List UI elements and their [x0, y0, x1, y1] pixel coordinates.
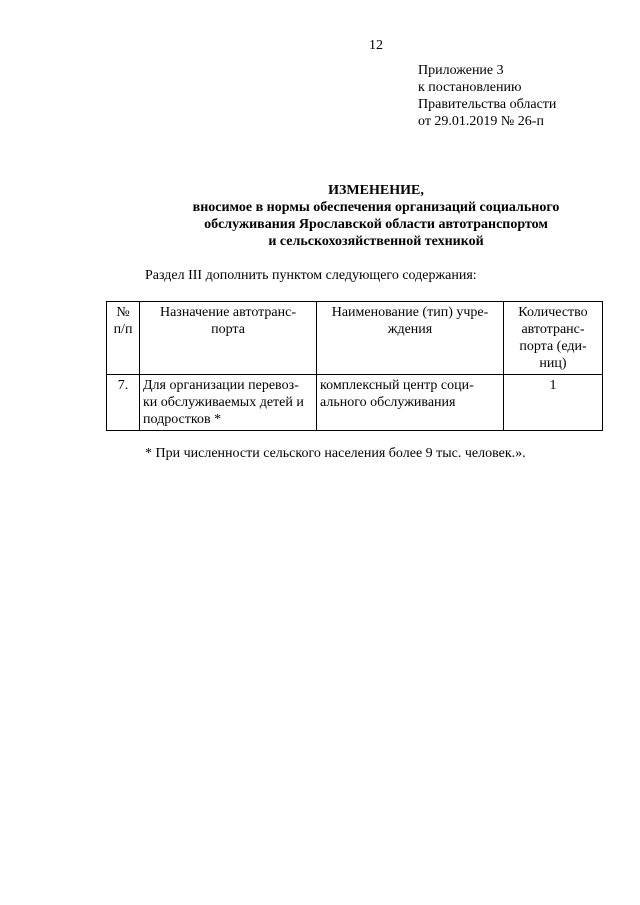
appendix-line-2: к постановлению: [418, 80, 522, 95]
header-purpose: Назначение автотранс- порта: [140, 302, 317, 375]
table-header-row: [107, 302, 603, 375]
intro-text: Раздел III дополнить пунктом следующего содержания:: [145, 268, 477, 283]
norms-table: [106, 301, 603, 431]
cell-purpose: Для организации перевоз- ки обслуживаемых детей и подростков *: [140, 375, 317, 431]
document-title: [0, 182, 640, 250]
title-line-1: вносимое в нормы обеспечения организаций социального: [192, 200, 560, 215]
cell-number: 7.: [107, 375, 140, 431]
footnote: * При численности сельского населения более 9 тыс. человек.».: [145, 446, 526, 461]
header-number: № п/п: [107, 302, 140, 375]
title-line-2: обслуживания Ярославской области автотранспортом: [204, 217, 548, 232]
cell-quantity: 1: [504, 375, 603, 431]
header-institution: Наименование (тип) учре- ждения: [317, 302, 504, 375]
cell-institution: комплексный центр соци- ального обслуживания: [317, 375, 504, 431]
appendix-block: [418, 62, 556, 130]
appendix-line-4: от 29.01.2019 № 26-п: [418, 114, 544, 129]
appendix-line-3: Правительства области: [418, 97, 557, 112]
appendix-line-1: Приложение 3: [418, 63, 504, 78]
table-row: [107, 375, 603, 431]
title-line-3: и сельскохозяйственной техникой: [268, 234, 484, 249]
header-quantity: Количество автотранс- порта (еди- ниц): [504, 302, 603, 375]
title-heading: ИЗМЕНЕНИЕ,: [328, 183, 424, 198]
page-number: 12: [369, 38, 383, 53]
